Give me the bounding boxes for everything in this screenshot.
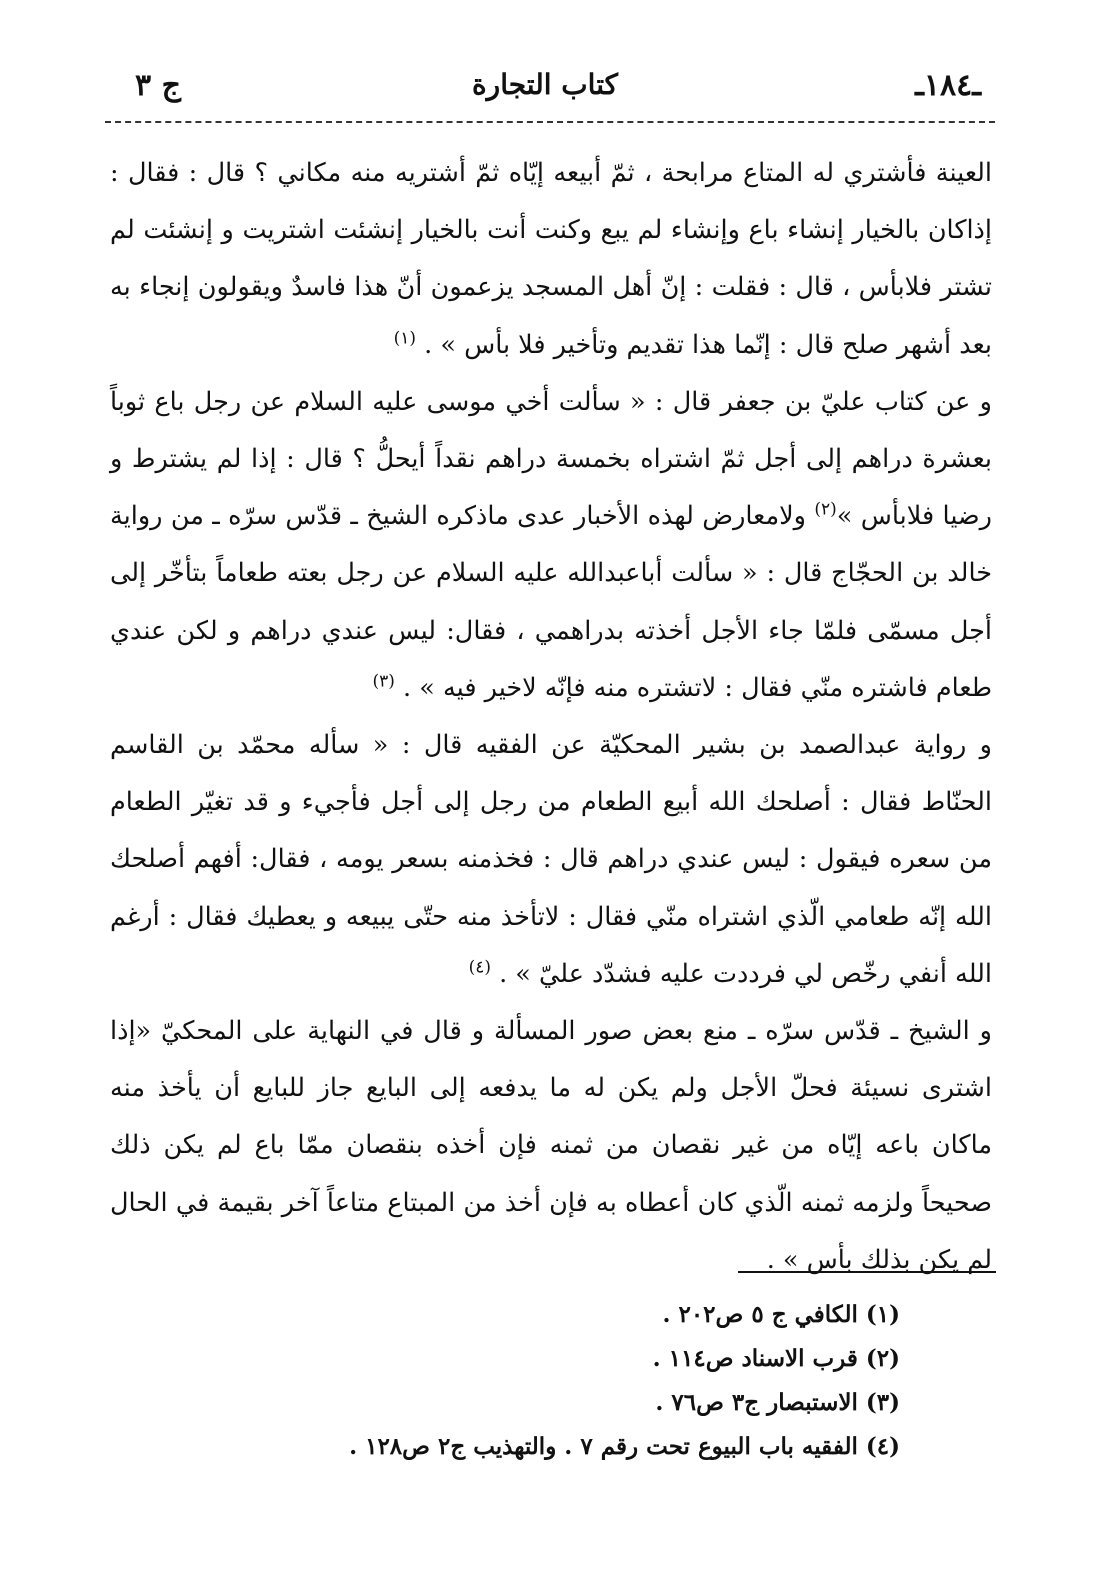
volume-label: ج ٣ xyxy=(135,68,181,103)
footnote-ref-1: (١) xyxy=(393,328,417,349)
paragraph-3: و رواية عبدالصمد بن بشير المحكيّة عن الفقيه قال : « سأله محمّد بن القاسم الحنّاط فقال : أصلحك الله أبيع الطعام من رجل إلى أجل فأجيء و قد تغيّر الطعام من سعره فيقول : ليس عندي دراهم قال : فخذمنه بسعر يومه ، فقال: أفهم أصلحك الله إنّه طعامي الّذي اشتراه منّي فقال : لاتأخذ منه حتّى يبيعه و يعطيك فقال : أرغم الله أنفي رخّص لي فرددت عليه فشدّد عليّ » . $^{(٤)}$ xyxy=(110,730,992,989)
footnote-ref-4: (٤) xyxy=(468,957,491,978)
paragraph-1: العينة فأشتري له المتاع مرابحة ، ثمّ أبيعه إيّاه ثمّ أشتريه منه مكاني ؟ قال : فقال : إذاكان بالخيار إنشاء باع وإنشاء لم يبع وكنت أنت بالخيار إنشئت اشتريت و إنشئت لم تشتر فلابأس ، قال : فقلت : إنّ أهل المسجد يزعمون أنّ هذا فاسدٌ ويقولون إنجاء به بعد أشهر صلح قال : إنّما هذا تقديم وتأخير فلا بأس » . $^{(١)}$ xyxy=(110,158,992,360)
footnote-ref-2: (٢) xyxy=(814,499,837,520)
footnote-2: (٢) قرب الاسناد ص١١٤ . xyxy=(652,1345,900,1372)
header-divider xyxy=(105,121,995,123)
footnote-3: (٣) الاستبصار ج٣ ص٧٦ . xyxy=(655,1389,900,1416)
footnote-divider xyxy=(738,1271,996,1273)
footnote-ref-3: (٣) xyxy=(372,671,395,692)
paragraph-4: و الشيخ ـ قدّس سرّه ـ منع بعض صور المسألة و قال في النهاية على المحكيّ «إذا اشترى نسيئة فحلّ الأجل ولم يكن له ما يدفعه إلى البايع جاز للبايع أن يأخذ منه ماكان باعه إيّاه من غير نقصان من ثمنه فإن أخذه بنقصان ممّا باع لم يكن ذلك صحيحاً ولزمه ثمنه الّذي كان أعطاه به فإن أخذ من المبتاع متاعاً آخر بقيمة في الحال لم يكن بذلك بأس » . xyxy=(110,1016,992,1275)
footnotes xyxy=(200,1293,900,1469)
paragraph-2: و عن كتاب عليّ بن جعفر قال : « سألت أخي موسى عليه السلام عن رجل باع ثوباً بعشرة دراهم إلى أجل ثمّ اشتراه بخمسة دراهم نقداً أيحلُّ ؟ قال : إذا لم يشترط و رضيا فلابأس »$^{(٢)}$ ولامعارض لهذه الأخبار عدى ماذكره الشيخ ـ قدّس سرّه ـ من رواية خالد بن الحجّاج قال : « سألت أباعبدالله عليه السلام عن رجل بعته طعاماً بتأخّر إلى أجل مسمّى فلمّا جاء الأجل أخذته بدراهمي ، فقال: ليس عندي دراهم و لكن عندي طعام فاشتره منّي فقال : لاتشتره منه فإنّه لاخير فيه » . $^{(٣)}$ xyxy=(110,386,992,703)
footnote-1: (١) الكافي ج ٥ ص٢٠٢ . xyxy=(662,1301,900,1328)
running-title: كتاب التجارة xyxy=(472,68,618,101)
page-number: ـ١٨٤ـ xyxy=(915,68,981,103)
footnote-4: (٤) الفقيه باب البيوع تحت رقم ٧ . والتهذيب ج٢ ص١٢٨ . xyxy=(349,1433,900,1460)
page-header xyxy=(95,62,995,114)
main-text xyxy=(110,145,992,1289)
